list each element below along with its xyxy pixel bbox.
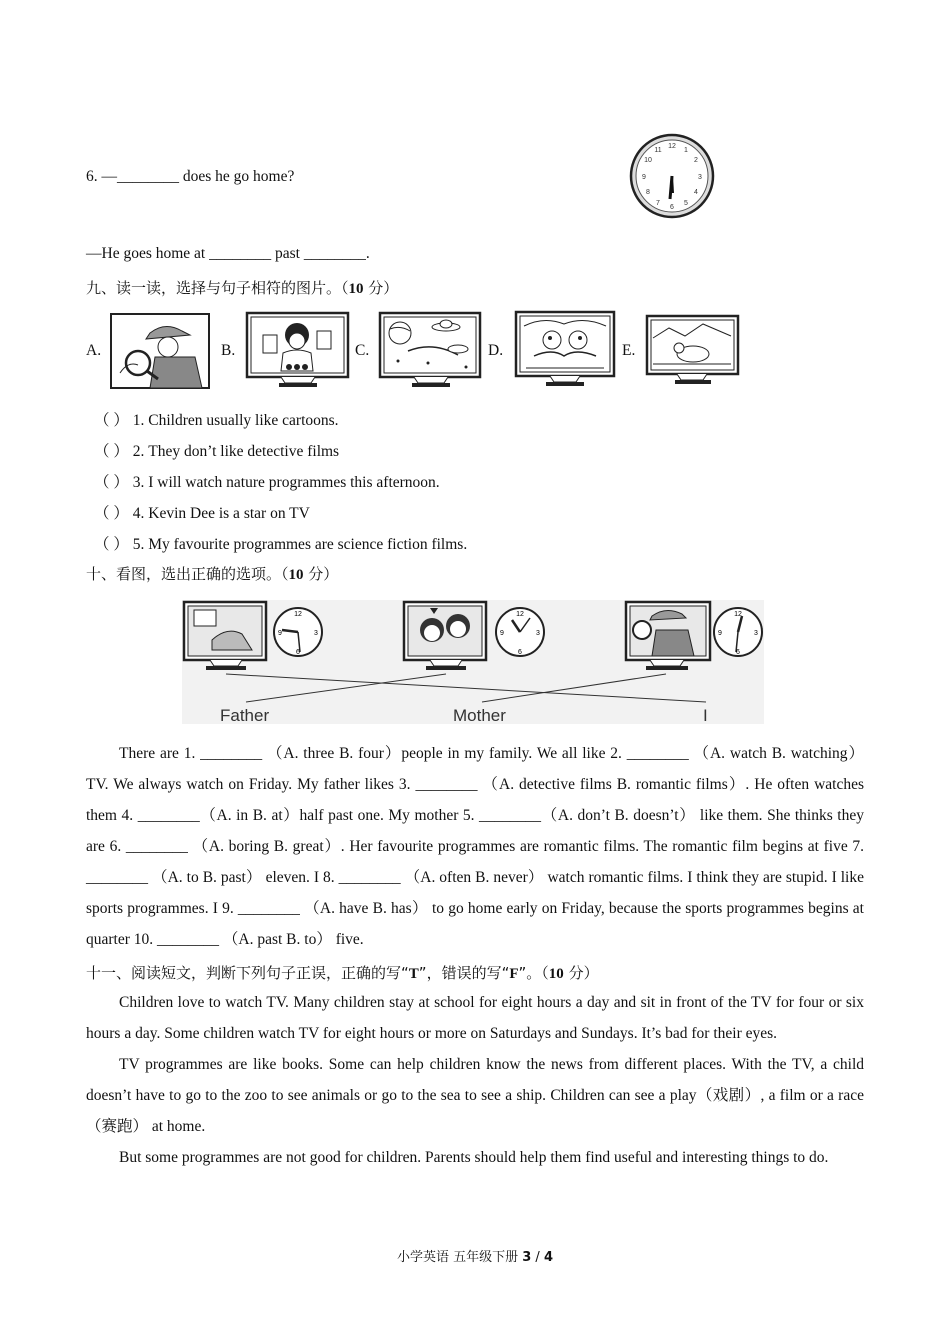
answer-blank[interactable]: （ ） <box>94 412 129 429</box>
svg-text:9: 9 <box>500 630 504 637</box>
svg-text:6: 6 <box>518 649 522 656</box>
svg-text:5: 5 <box>684 200 688 207</box>
section10-cloze-passage: There are 1. ________ （A. three B. four）people in my family. We all like 2. ________ （A. watch B. watching） TV. We always watch on Friday. My father likes 3. ________ （A. detective films B. romantic films）. He often watches them 4. ________（A. in B. at）half past one. My mother 5. ________（A. don’t B. doesn’t） like them. She thinks they are 6. ________ （A. boring B. great）. Her favourite programmes are romantic films. The romantic film begins at five 7. ________ （A. to B. past） eleven. I 8. ________ （A. often B. never） watch romantic films. I think they are stupid. I like sports programmes. I 9. ________ （A. have B. has） to go home early on Friday, because the sports programmes begins at quarter 10. ________ （A. past B. to） five. <box>86 745 864 948</box>
svg-text:1: 1 <box>684 147 688 154</box>
svg-text:6: 6 <box>670 204 674 211</box>
section9-item-2: （ ） 2. They don’t like detective films <box>94 443 340 460</box>
option-label-a: A. <box>86 342 102 359</box>
svg-text:3: 3 <box>314 630 318 637</box>
section9-item-5: （ ） 5. My favourite programmes are science fiction films. <box>94 536 468 553</box>
section9-item-1: （ ） 1. Children usually like cartoons. <box>94 412 339 429</box>
section9-item-3: （ ） 3. I will watch nature programmes this afternoon. <box>94 474 440 491</box>
option-label-e: E. <box>622 342 636 359</box>
svg-text:9: 9 <box>642 174 646 181</box>
caption-father: Father <box>220 706 270 725</box>
caption-i: I <box>703 706 708 725</box>
svg-text:12: 12 <box>734 611 742 618</box>
svg-text:6: 6 <box>296 649 300 656</box>
svg-text:11: 11 <box>654 147 662 154</box>
section9-item-4: （ ） 4. Kevin Dee is a star on TV <box>94 505 310 522</box>
nature-picture <box>645 314 740 388</box>
tv-star-picture <box>245 311 350 391</box>
option-label-d: D. <box>488 342 504 359</box>
option-label-b: B. <box>221 342 236 359</box>
answer-blank[interactable]: （ ） <box>94 505 129 522</box>
page-footer: 小学英语 五年级下册 3 / 4 <box>396 1250 553 1265</box>
section11-paragraph-2: TV programmes are like books. Some can help children know the news from different places. With the TV, a child doesn’t have to go to the zoo to see animals or go to the sea to see a ship. Children can see a play（戏剧）, a film or a race（赛跑） at home. <box>86 1056 864 1135</box>
q6-answer: —He goes home at ________ past ________. <box>86 245 370 262</box>
cartoon-picture <box>514 310 616 390</box>
answer-blank[interactable]: （ ） <box>94 474 129 491</box>
section11-paragraph-3: But some programmes are not good for children. Parents should help them find useful and interesting things to do. <box>119 1149 829 1166</box>
q6-question: 6. —________ does he go home? <box>86 168 295 185</box>
svg-text:3: 3 <box>536 630 540 637</box>
section9-title: 九、读一读，选择与句子相符的图片。（10 分） <box>86 279 399 297</box>
svg-text:3: 3 <box>698 174 702 181</box>
clock-icon <box>628 133 716 219</box>
svg-text:9: 9 <box>718 630 722 637</box>
option-label-c: C. <box>355 342 370 359</box>
answer-blank[interactable]: （ ） <box>94 536 129 553</box>
section11-title: 十一、阅读短文，判断下列句子正误，正确的写“T”，错误的写“F”。（10 分） <box>86 964 599 982</box>
svg-text:12: 12 <box>516 611 524 618</box>
caption-mother: Mother <box>453 706 506 725</box>
section10-title: 十、看图，选出正确的选项。（10 分） <box>86 565 339 583</box>
science-fiction-picture <box>378 311 482 391</box>
svg-text:2: 2 <box>694 157 698 164</box>
svg-text:4: 4 <box>694 189 698 196</box>
svg-text:7: 7 <box>656 200 660 207</box>
svg-text:3: 3 <box>754 630 758 637</box>
svg-text:10: 10 <box>644 157 652 164</box>
svg-text:6: 6 <box>736 649 740 656</box>
svg-text:9: 9 <box>278 630 282 637</box>
answer-blank[interactable]: （ ） <box>94 443 129 460</box>
section11-paragraph-1: Children love to watch TV. Many children stay at school for eight hours a day and sit in front of the TV for four or six hours a day. Some children watch TV for eight hours or more on Saturdays and Sundays. It’s bad for their eyes. <box>86 994 864 1042</box>
svg-text:12: 12 <box>294 611 302 618</box>
svg-text:8: 8 <box>646 189 650 196</box>
svg-text:12: 12 <box>668 143 676 150</box>
detective-picture <box>110 313 210 389</box>
